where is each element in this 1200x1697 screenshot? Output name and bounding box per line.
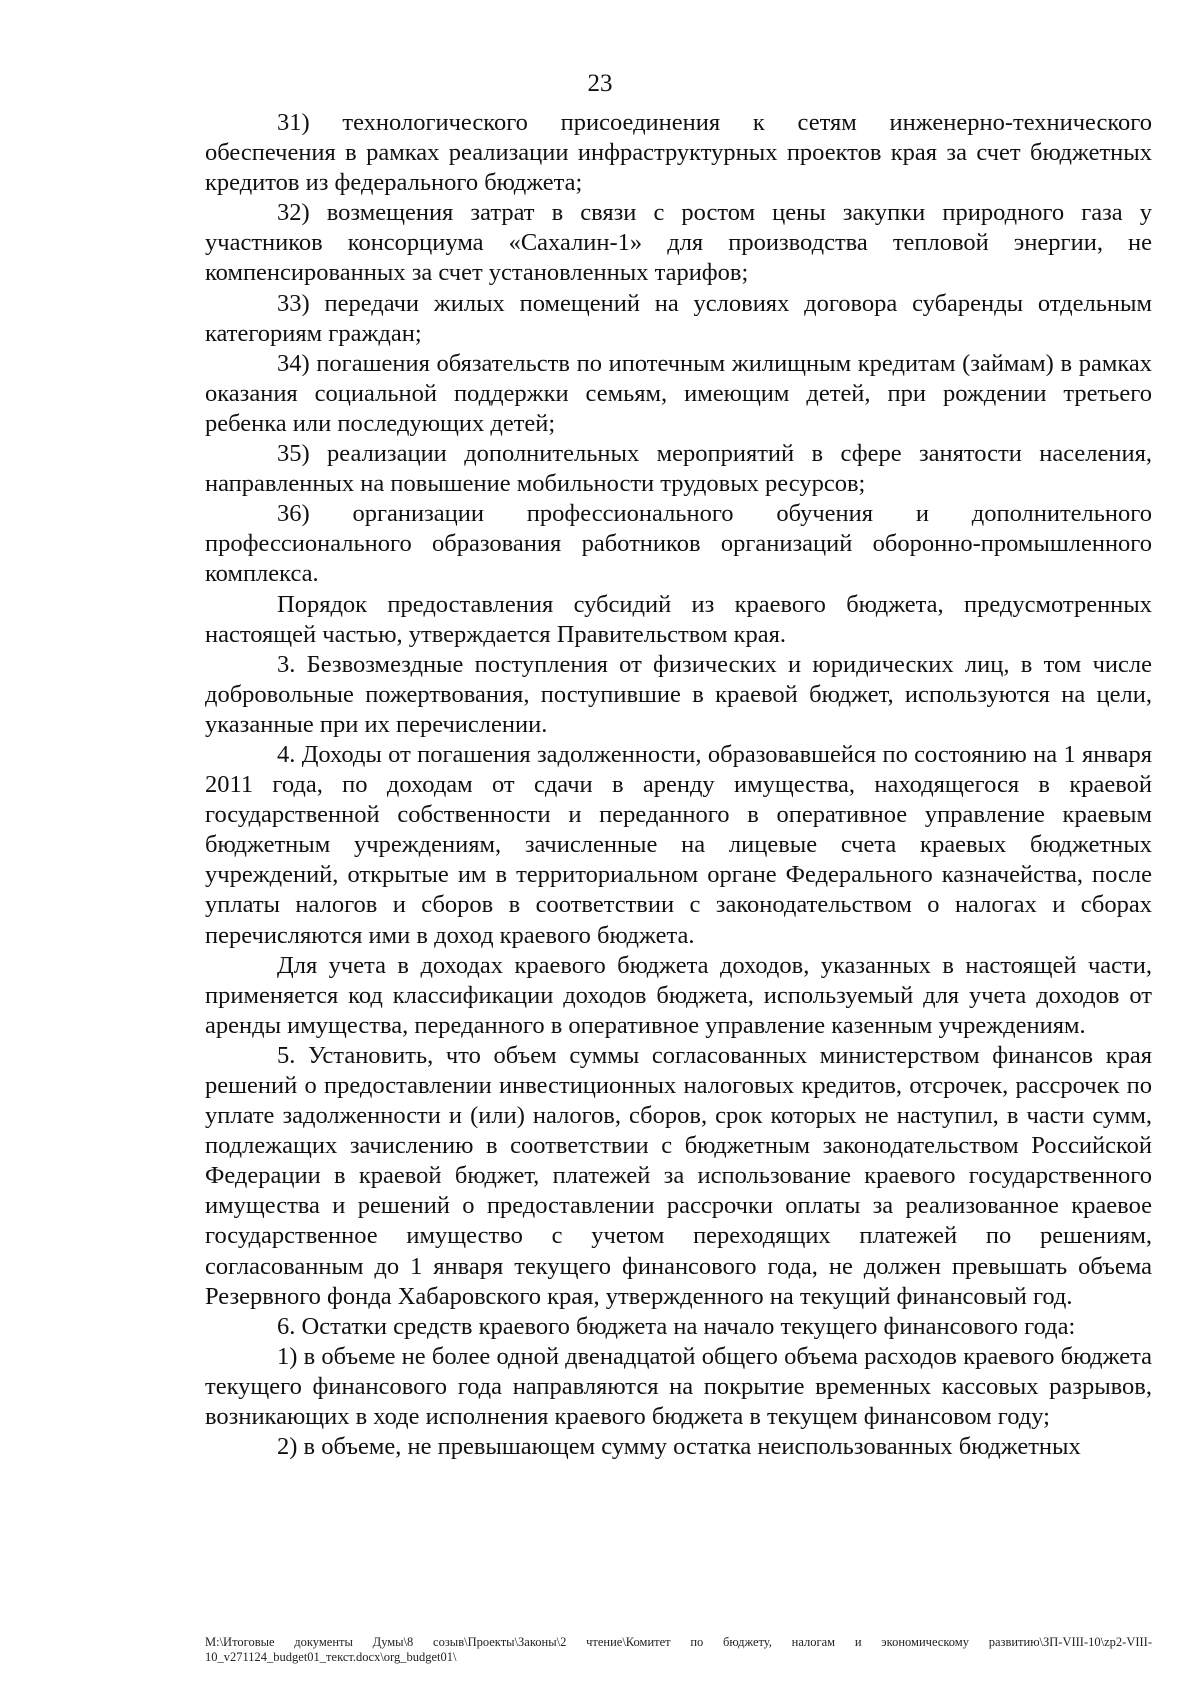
paragraph-item-31: 31) технологического присоединения к сетям инженерно-технического обеспечения в рамках реализации инфраструктурных проектов края за счет бюджетных кредитов из федерального бюджета;	[205, 109, 1152, 197]
paragraph-part-6-item-2: 2) в объеме, не превышающем сумму остатка неиспользованных бюджетных	[277, 1433, 1081, 1461]
paragraph-item-33: 33) передачи жилых помещений на условиях договора субаренды отдельным категориям граждан;	[205, 289, 1152, 347]
paragraph-part-6: 6. Остатки средств краевого бюджета на начало текущего финансового года:	[277, 1312, 1076, 1340]
paragraph-item-32: 32) возмещения затрат в связи с ростом цены закупки природного газа у участников консорциума «Сахалин-1» для производства тепловой энергии, не компенсированных за счет установленных тарифов;	[205, 199, 1152, 287]
paragraph-item-35: 35) реализации дополнительных мероприятий в сфере занятости населения, направленных на повышение мобильности трудовых ресурсов;	[205, 440, 1152, 498]
paragraph-income-code: Для учета в доходах краевого бюджета доходов, указанных в настоящей части, применяется код классификации доходов бюджета, используемый для учета доходов от аренды имущества, переданного в оперативное управление казенным учреждениям.	[205, 951, 1152, 1039]
footer-file-path: M:\Итоговые документы Думы\8 созыв\Проекты\Законы\2 чтение\Комитет по бюджету, налогам и экономическому развитию\ЗП-VIII-10\zp2-VIII-10_v271124_budget01_текст.docx\org_budget01\	[205, 1635, 1152, 1664]
paragraph-part-3: 3. Безвозмездные поступления от физических и юридических лиц, в том числе добровольные пожертвования, поступившие в краевой бюджет, используются на цели, указанные при их перечислении.	[205, 650, 1152, 738]
paragraph-part-5: 5. Установить, что объем суммы согласованных министерством финансов края решений о предоставлении инвестиционных налоговых кредитов, отсрочек, рассрочек по уплате задолженности и (или) налогов, сборов, срок которых не наступил, в части сумм, подлежащих зачислению в соответствии с бюджетным законодательством Российской Федерации в краевой бюджет, платежей за использование краевого государственного имущества и решений о предоставлении рассрочки оплаты за реализованное краевое государственное имущество с учетом переходящих платежей по решениям, согласованным до 1 января текущего финансового года, не должен превышать объема Резервного фонда Хабаровского края, утвержденного на текущий финансовый год.	[205, 1041, 1152, 1310]
paragraph-part-4: 4. Доходы от погашения задолженности, образовавшейся по состоянию на 1 января 2011 года, по доходам от сдачи в аренду имущества, находящегося в краевой государственной собственности и переданного в оперативное управление краевым бюджетным учреждениям, зачисленные на лицевые счета краевых бюджетных учреждений, открытые им в территориальном органе Федерального казначейства, после уплаты налогов и сборов в соответствии с законодательством о налогах и сборах перечисляются ими в доход краевого бюджета.	[205, 740, 1152, 949]
paragraph-item-36: 36) организации профессионального обучения и дополнительного профессионального образования работников организаций оборонно-промышленного комплекса.	[205, 500, 1152, 588]
paragraph-item-34: 34) погашения обязательств по ипотечным жилищным кредитам (займам) в рамках оказания социальной поддержки семьям, имеющим детей, при рождении третьего ребенка или последующих детей;	[205, 349, 1152, 437]
paragraph-part-6-item-1: 1) в объеме не более одной двенадцатой общего объема расходов краевого бюджета текущего финансового года направляются на покрытие временных кассовых разрывов, возникающих в ходе исполнения краевого бюджета в текущем финансовом году;	[205, 1342, 1152, 1431]
document-body	[205, 108, 1152, 1462]
page-number: 23	[587, 70, 613, 97]
paragraph-subsidy-procedure: Порядок предоставления субсидий из краевого бюджета, предусмотренных настоящей частью, утверждается Правительством края.	[205, 590, 1152, 648]
